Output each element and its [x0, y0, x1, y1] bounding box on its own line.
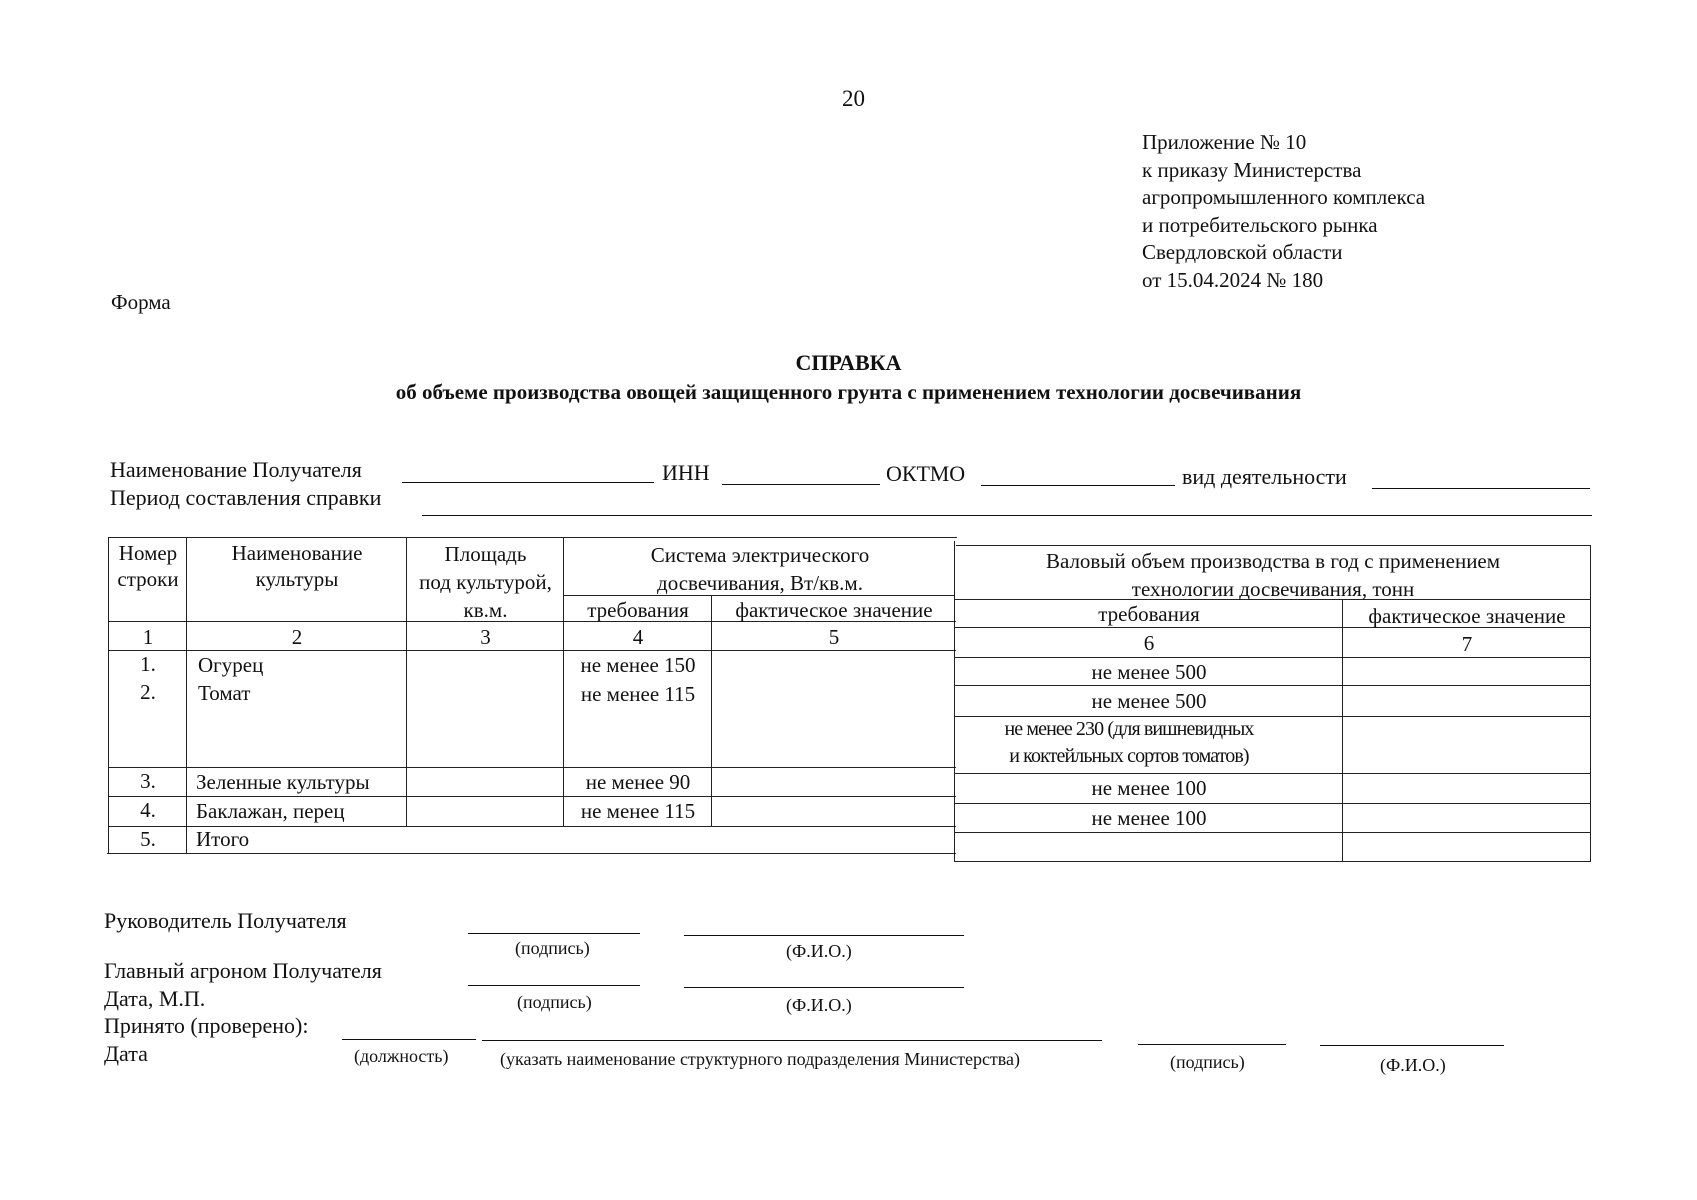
table-gridline [186, 537, 187, 854]
accepted-signature-field[interactable] [1138, 1044, 1286, 1045]
date-label: Дата [104, 1041, 148, 1066]
appendix-line: агропромышленного комплекса [1142, 185, 1426, 209]
header-crop-name: Наименование культуры [231, 541, 363, 591]
table-row-light-req: не менее 150 [580, 653, 696, 677]
header-lighting-actual: фактическое значение [735, 598, 933, 622]
caption-department: (указать наименование структурного подразделения Министерства) [500, 1049, 1021, 1069]
accepted-label: Принято (проверено): [104, 1013, 309, 1038]
caption-signature: (подпись) [1170, 1052, 1245, 1072]
table-row-crop: Томат [198, 681, 251, 705]
inn-label: ИНН [662, 460, 710, 485]
column-number: 3 [480, 625, 491, 649]
activity-field[interactable] [1372, 488, 1590, 489]
table-row-volume-req-extra: не менее 230 (для вишневидных и коктейльных сортов томатов) [1004, 718, 1254, 767]
table-row-light-req: не менее 90 [585, 770, 691, 794]
header-lighting-system: Системa электрического досвечивания, Вт/кв.м. [650, 543, 870, 595]
recipient-name-field[interactable] [402, 482, 654, 483]
accepted-department-field[interactable] [482, 1040, 1102, 1041]
page-number: 20 [842, 86, 865, 111]
header-lighting-requirements: требования [587, 598, 689, 622]
header-area: Площадь под культурой, кв.м. [419, 542, 552, 622]
accepted-position-field[interactable] [342, 1039, 476, 1040]
table-row-number: 1. [140, 652, 156, 676]
column-number: 2 [291, 625, 303, 649]
table-gridline [954, 832, 1591, 833]
table-row-volume-req: не менее 500 [1091, 660, 1207, 684]
table-border [109, 537, 957, 538]
caption-signature: (подпись) [515, 938, 590, 958]
table-row-light-req: не менее 115 [580, 682, 696, 706]
document-title: СПРАВКА [795, 350, 902, 375]
column-number: 4 [632, 625, 644, 649]
header-volume-actual: фактическое значение [1368, 604, 1566, 628]
table-gridline [108, 796, 956, 797]
appendix-line: к приказу Министерства [1142, 157, 1362, 182]
table-border [954, 861, 1591, 862]
date-stamp-label: Дата, М.П. [104, 986, 206, 1011]
table-row-total: Итого [196, 827, 250, 851]
column-number: 5 [828, 625, 840, 649]
accepted-fio-field[interactable] [1320, 1045, 1504, 1046]
appendix-block [1142, 129, 1425, 294]
inn-field[interactable] [722, 484, 880, 485]
table-gridline [954, 803, 1591, 804]
header-gross-volume: Валовый объем производства в год с применением технологии досвечивания, тонн [1045, 549, 1501, 601]
caption-fio: (Ф.И.О.) [1380, 1055, 1446, 1075]
head-signature-field[interactable] [468, 933, 640, 934]
oktmo-field[interactable] [981, 485, 1175, 486]
table-gridline [108, 650, 956, 651]
activity-label: вид деятельности [1182, 464, 1347, 489]
table-border [107, 853, 956, 854]
column-number: 1 [142, 625, 154, 649]
table-gridline [108, 767, 956, 768]
table-row-light-req: не менее 115 [580, 799, 696, 823]
appendix-line: от 15.04.2024 № 180 [1142, 267, 1324, 292]
table-row-number: 2. [140, 680, 156, 704]
head-label: Руководитель Получателя [104, 908, 347, 933]
table-row-volume-req: не менее 500 [1091, 689, 1207, 713]
column-number: 6 [1143, 631, 1155, 655]
table-row-volume-req: не менее 100 [1091, 806, 1207, 830]
period-field[interactable] [422, 515, 1592, 516]
caption-fio: (Ф.И.О.) [786, 995, 852, 1015]
table-border [108, 537, 109, 854]
recipient-name-label: Наименование Получателя [110, 457, 362, 482]
appendix-line: Приложение № 10 [1142, 130, 1307, 154]
table-row-crop: Зеленные культуры [196, 770, 370, 794]
caption-signature: (подпись) [517, 992, 592, 1012]
appendix-line: и потребительского рынка [1142, 212, 1378, 237]
table-border [956, 545, 1591, 546]
header-row-number: Номер строки [117, 541, 179, 591]
form-label: Форма [111, 290, 171, 314]
caption-fio: (Ф.И.О.) [786, 941, 852, 961]
agronomist-fio-field[interactable] [684, 987, 964, 988]
caption-position: (должность) [354, 1046, 449, 1066]
table-row-crop: Огурец [198, 653, 264, 677]
appendix-line: Свердловской области [1142, 240, 1343, 264]
table-row-number: 5. [140, 827, 156, 851]
table-gridline [954, 657, 1591, 658]
agronomist-signature-field[interactable] [468, 985, 640, 986]
table-row-number: 3. [140, 769, 156, 793]
document-subtitle: об объеме производства овощей защищенного грунта с применением технологии досвечивания [395, 380, 1302, 404]
table-border [1590, 545, 1591, 862]
table-gridline [711, 595, 712, 827]
table-row-volume-req: не менее 100 [1091, 776, 1207, 800]
column-number: 7 [1461, 632, 1473, 656]
period-label: Период составления справки [110, 485, 382, 510]
agronomist-label: Главный агроном Получателя [104, 958, 382, 983]
table-gridline [1342, 599, 1343, 861]
table-row-crop: Баклажан, перец [196, 799, 345, 823]
table-gridline [954, 773, 1591, 774]
header-volume-requirements: требования [1098, 602, 1200, 626]
table-row-number: 4. [140, 798, 156, 822]
oktmo-label: ОКТМО [886, 461, 966, 486]
table-gridline [954, 685, 1591, 686]
head-fio-field[interactable] [684, 935, 964, 936]
